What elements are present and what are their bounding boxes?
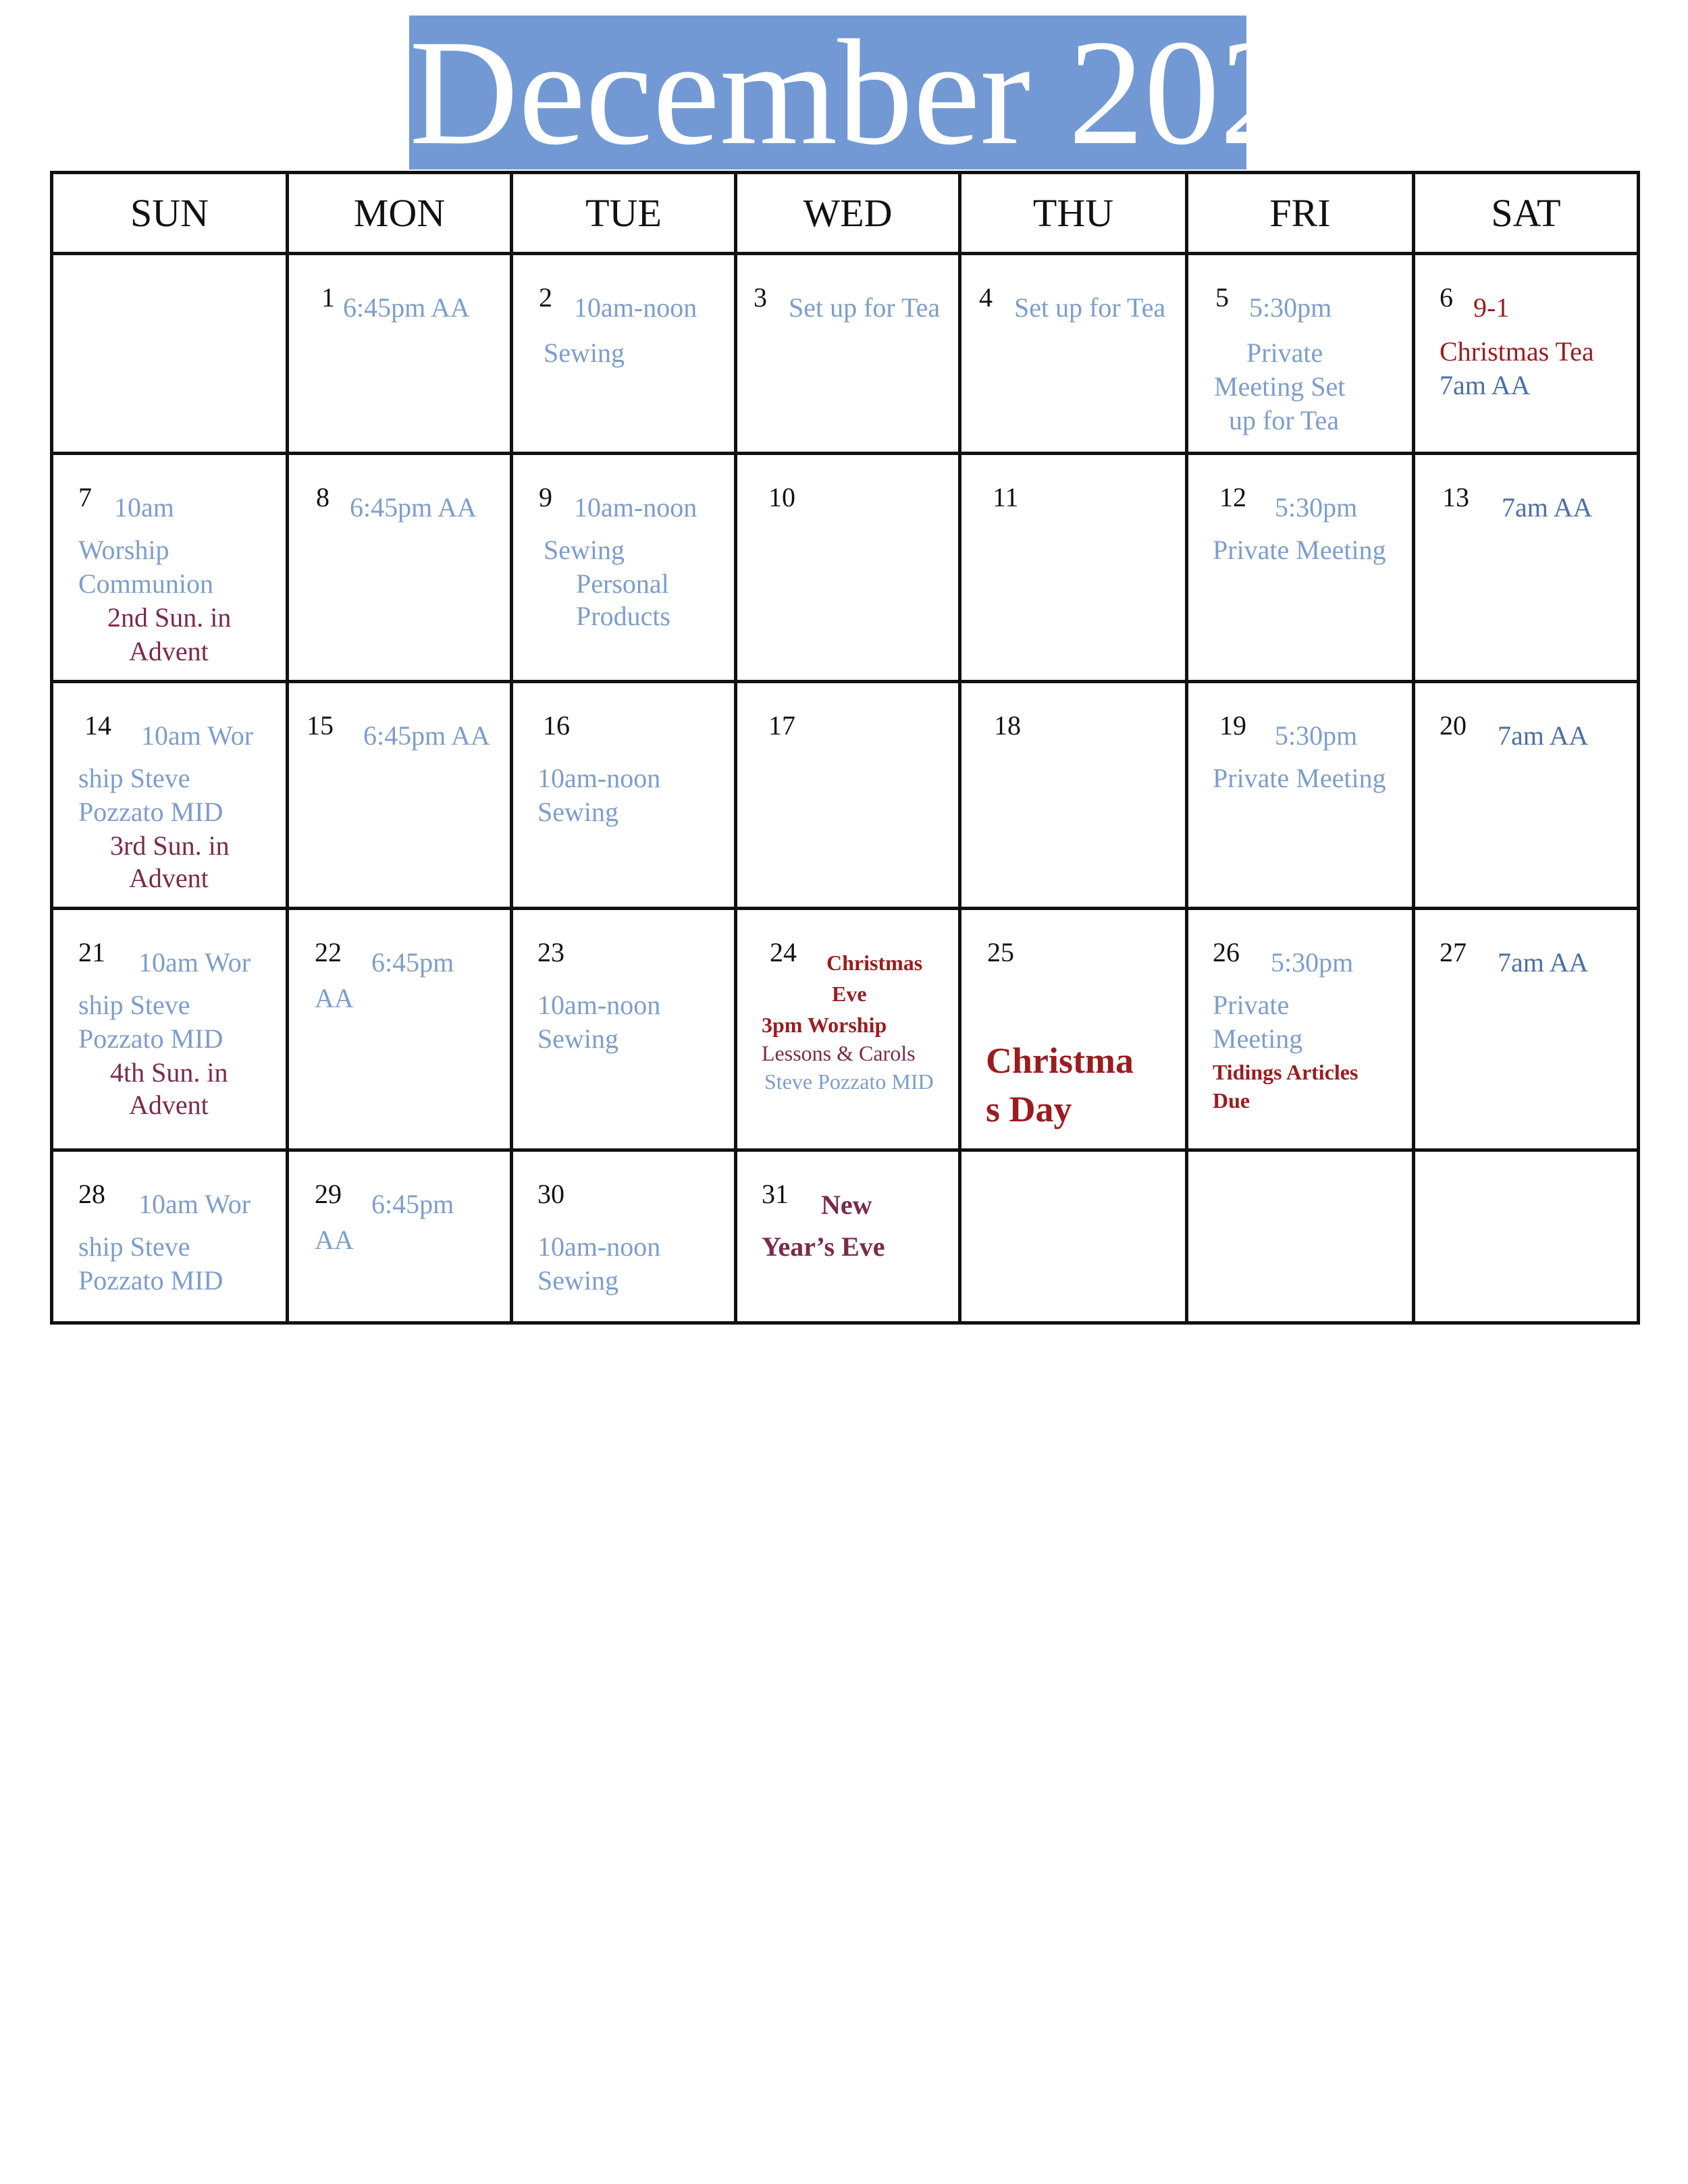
day-number: 16 (543, 710, 570, 741)
event-text: Steve Pozzato MID (764, 1069, 934, 1094)
day-cell-1[interactable] (288, 254, 512, 454)
week-row (52, 1150, 1639, 1323)
weekday-thu: THU (960, 173, 1187, 254)
day-cell-6[interactable] (1414, 254, 1639, 454)
day-number: 7 (78, 482, 92, 512)
day-number: 12 (1219, 482, 1246, 512)
event-text: 10am-noon (574, 292, 697, 323)
event-text: 10am (114, 492, 174, 523)
event-text: 5:30pm (1271, 947, 1354, 978)
event-text: AA (315, 983, 354, 1013)
day-number: 9 (539, 482, 552, 512)
event-text: Christma (986, 1040, 1134, 1081)
event-text: Pozzato MID (78, 1023, 223, 1054)
event-text: Advent (129, 636, 209, 666)
event-text: Personal (576, 568, 669, 599)
day-number: 14 (84, 710, 111, 741)
day-cell-11[interactable] (960, 454, 1187, 682)
day-cell-19[interactable] (1187, 682, 1414, 909)
event-text: Sewing (537, 1265, 618, 1296)
week-row (52, 454, 1639, 682)
event-text: 6:45pm AA (363, 720, 490, 751)
calendar-grid (50, 171, 1640, 1325)
page-title: December 2025 (409, 9, 1371, 176)
day-cell-29[interactable] (288, 1150, 512, 1323)
day-number: 25 (987, 937, 1014, 967)
day-cell-31[interactable] (736, 1150, 960, 1323)
day-number: 11 (993, 482, 1019, 512)
day-cell-15[interactable] (288, 682, 512, 909)
event-text: Advent (129, 863, 209, 893)
event-text: Private Meeting (1213, 535, 1386, 565)
event-text: 10am-noon (574, 492, 697, 523)
event-text: Pozzato MID (78, 1265, 223, 1296)
event-text: 2nd Sun. in (107, 602, 232, 633)
day-number: 1 (321, 282, 335, 313)
day-cell-12[interactable] (1187, 454, 1414, 682)
event-text: 7am AA (1498, 947, 1589, 978)
day-cell-14[interactable] (52, 682, 288, 909)
week-row (52, 682, 1639, 909)
week-row (52, 254, 1639, 454)
event-text: Private Meeting (1213, 763, 1386, 793)
day-cell-23[interactable] (512, 909, 736, 1150)
day-cell-17[interactable] (736, 682, 960, 909)
day-number: 8 (316, 482, 329, 512)
day-cell-24[interactable] (736, 909, 960, 1150)
event-text: 6:45pm (371, 1189, 454, 1219)
event-text: 6:45pm (371, 947, 454, 978)
day-number: 5 (1215, 282, 1229, 313)
day-cell-empty (1414, 1150, 1639, 1323)
event-text: 10am Wor (138, 1189, 251, 1219)
day-number: 26 (1213, 937, 1240, 967)
weekday-tue: TUE (512, 173, 736, 254)
event-text: Private (1213, 990, 1290, 1020)
event-text: 4th Sun. in (110, 1057, 228, 1088)
event-text: Products (576, 601, 670, 631)
day-cell-27[interactable] (1414, 909, 1639, 1150)
day-cell-26[interactable] (1187, 909, 1414, 1150)
day-number: 23 (537, 937, 564, 967)
day-number: 20 (1440, 710, 1467, 741)
event-text: s Day (986, 1089, 1072, 1129)
day-number: 4 (979, 282, 993, 313)
day-number: 6 (1440, 282, 1453, 313)
day-number: 30 (537, 1179, 564, 1209)
event-text: 10am-noon (537, 1231, 661, 1262)
day-cell-13[interactable] (1414, 454, 1639, 682)
day-number: 17 (768, 710, 795, 741)
day-cell-16[interactable] (512, 682, 736, 909)
weekday-sat: SAT (1414, 173, 1639, 254)
event-text: 7am AA (1440, 370, 1531, 400)
event-text: Set up for Tea (1014, 292, 1166, 323)
day-number: 22 (315, 937, 342, 967)
weekday-wed: WED (736, 173, 960, 254)
day-cell-9[interactable] (512, 454, 736, 682)
event-text: ship Steve (78, 990, 190, 1020)
event-text: 10am-noon (537, 763, 661, 793)
day-cell-21[interactable] (52, 909, 288, 1150)
event-text: 10am-noon (537, 990, 661, 1020)
day-number: 18 (994, 710, 1021, 741)
event-text: 9-1 (1473, 292, 1510, 323)
week-row (52, 909, 1639, 1150)
day-cell-30[interactable] (512, 1150, 736, 1323)
event-text: 5:30pm (1275, 492, 1358, 523)
day-cell-7[interactable] (52, 454, 288, 682)
event-text: Set up for Tea (789, 292, 941, 323)
day-number: 19 (1219, 710, 1246, 741)
event-text: Communion (78, 568, 214, 599)
day-cell-25[interactable] (960, 909, 1187, 1150)
event-text: 3rd Sun. in (110, 830, 230, 861)
event-text: 6:45pm AA (350, 492, 477, 523)
day-cell-28[interactable] (52, 1150, 288, 1323)
event-text: Eve (832, 982, 867, 1006)
day-number: 2 (539, 282, 552, 313)
event-text: Sewing (544, 535, 625, 565)
event-text: 7am AA (1498, 720, 1589, 751)
event-text: Christmas Tea (1440, 336, 1594, 367)
weekday-header-row (52, 173, 1639, 254)
day-number: 28 (78, 1179, 105, 1209)
event-text: Sewing (537, 1023, 618, 1054)
day-cell-22[interactable] (288, 909, 512, 1150)
event-text: Private (1246, 338, 1323, 368)
event-text: 10am Wor (138, 947, 251, 978)
day-number: 3 (754, 282, 767, 313)
event-text: Pozzato MID (78, 797, 223, 827)
event-text: New (821, 1190, 872, 1220)
event-text: Meeting Set (1214, 371, 1346, 402)
day-cell-20[interactable] (1414, 682, 1639, 909)
day-cell-empty (960, 1150, 1187, 1323)
day-number: 24 (770, 937, 797, 967)
event-text: Meeting (1213, 1023, 1303, 1054)
day-number: 15 (307, 710, 334, 741)
day-number: 29 (315, 1179, 342, 1209)
day-cell-empty (52, 254, 288, 454)
event-text: ship Steve (78, 1231, 190, 1262)
event-text: 6:45pm AA (343, 292, 470, 323)
event-text: Due (1213, 1088, 1250, 1113)
event-text: Christmas (826, 951, 923, 975)
day-cell-3[interactable] (736, 254, 960, 454)
event-text: Lessons & Carols (762, 1041, 916, 1065)
event-text: ship Steve (78, 763, 190, 793)
weekday-sun: SUN (52, 173, 288, 254)
day-cell-2[interactable] (512, 254, 736, 454)
event-text: AA (315, 1225, 354, 1255)
event-text: Sewing (537, 797, 618, 827)
day-cell-5[interactable] (1187, 254, 1414, 454)
event-text: 5:30pm (1275, 720, 1358, 751)
day-cell-18[interactable] (960, 682, 1187, 909)
weekday-mon: MON (288, 173, 512, 254)
weekday-fri: FRI (1187, 173, 1414, 254)
event-text: up for Tea (1229, 405, 1340, 435)
event-text: Tidings Articles (1213, 1060, 1359, 1084)
event-text: 7am AA (1502, 492, 1593, 523)
day-number: 21 (78, 937, 105, 967)
day-cell-empty (1187, 1150, 1414, 1323)
day-number: 10 (768, 482, 795, 512)
day-cell-4[interactable] (960, 254, 1187, 454)
event-text: Year’s Eve (762, 1231, 885, 1262)
day-cell-8[interactable] (288, 454, 512, 682)
event-text: 5:30pm (1249, 292, 1332, 323)
day-number: 13 (1442, 482, 1469, 512)
event-text: 10am Wor (141, 720, 254, 751)
day-cell-10[interactable] (736, 454, 960, 682)
event-text: Advent (129, 1090, 209, 1120)
event-text: 3pm Worship (762, 1013, 887, 1037)
event-text: Sewing (544, 338, 625, 368)
day-number: 31 (762, 1179, 789, 1209)
day-number: 27 (1440, 937, 1467, 967)
event-text: Worship (78, 535, 169, 565)
